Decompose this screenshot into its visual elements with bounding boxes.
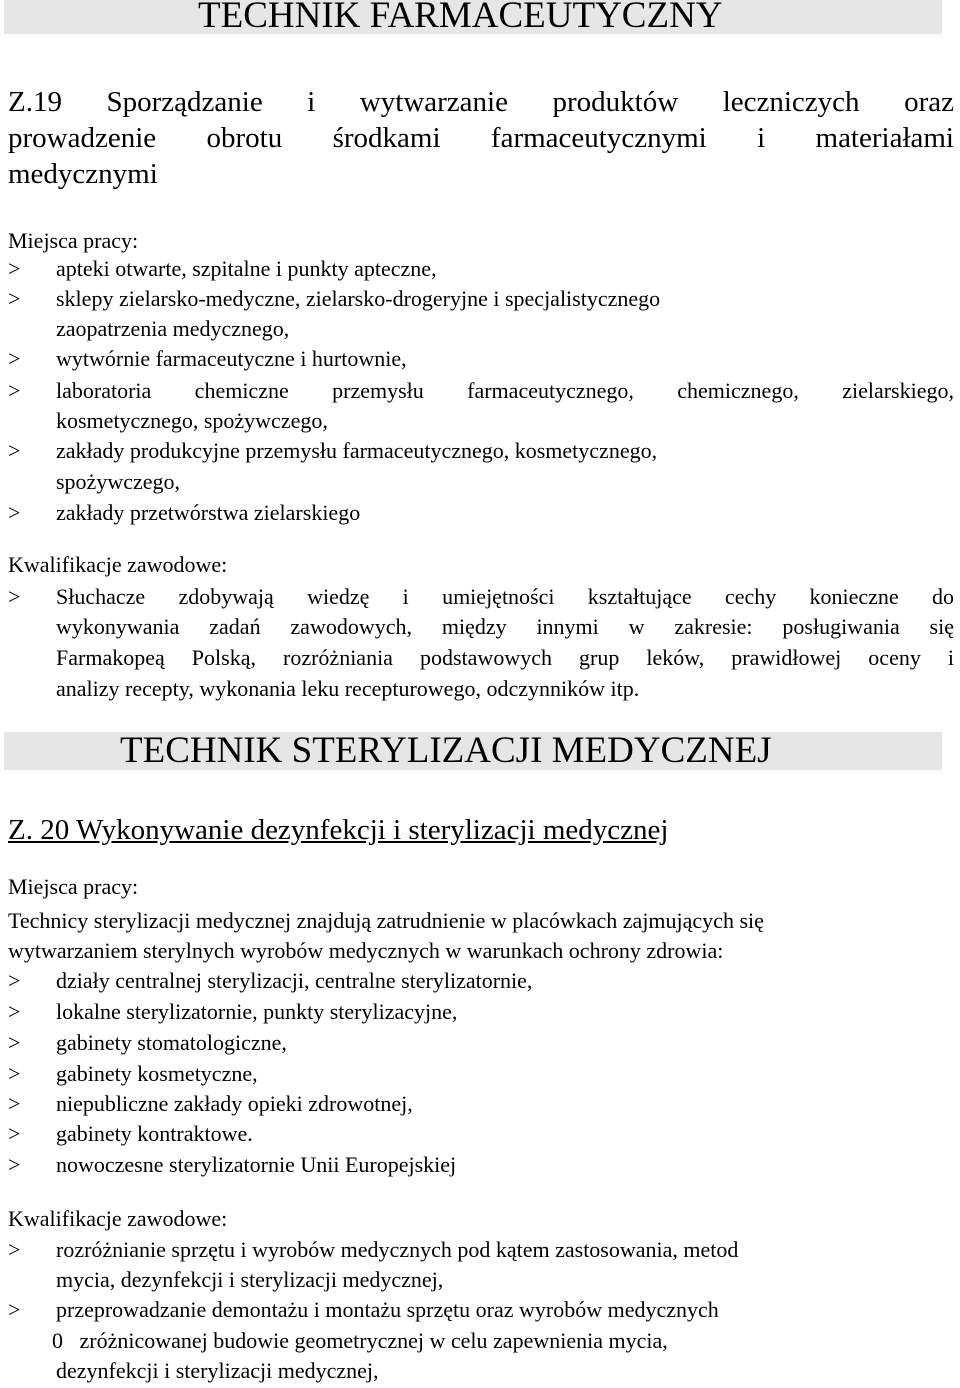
- section-banner-sterylizacja: [4, 732, 942, 770]
- list-item-text: Słuchacze zdobywają wiedzę i umiejętności kształtujące cechy konieczne do: [56, 584, 954, 609]
- list-item-text: gabinety stomatologiczne,: [56, 1030, 287, 1055]
- bullet-marker: >: [8, 286, 21, 311]
- bullet-marker: >: [8, 1121, 21, 1146]
- intro-paragraph-line: Technicy sterylizacji medycznej znajdują zatrudnienie w placówkach zajmujących się: [8, 908, 764, 933]
- list-item-text: niepubliczne zakłady opieki zdrowotnej,: [56, 1091, 413, 1116]
- list-item-continuation: spożywczego,: [56, 469, 181, 494]
- list-item-text: apteki otwarte, szpitalne i punkty apteczne,: [56, 256, 437, 281]
- qualifications-heading: Kwalifikacje zawodowe:: [8, 1206, 228, 1231]
- bullet-marker: >: [8, 1297, 21, 1322]
- list-item-text: gabinety kosmetyczne,: [56, 1061, 258, 1086]
- bullet-marker: >: [8, 1237, 21, 1262]
- list-item-text: rozróżnianie sprzętu i wyrobów medycznych pod kątem zastosowania, metod: [56, 1237, 739, 1262]
- list-item-text: zakłady przetwórstwa zielarskiego: [56, 500, 361, 525]
- list-item-continuation: mycia, dezynfekcji i sterylizacji medycznej,: [56, 1267, 444, 1292]
- section-banner-farmaceutyczny: [4, 0, 942, 34]
- list-item-text: gabinety kontraktowe.: [56, 1121, 253, 1146]
- list-item-text: przeprowadzanie demontażu i montażu sprzętu oraz wyrobów medycznych: [56, 1297, 719, 1322]
- list-item-text: wytwórnie farmaceutyczne i hurtownie,: [56, 346, 407, 371]
- workplaces-heading: Miejsca pracy:: [8, 228, 139, 253]
- list-item-text: nowoczesne sterylizatornie Unii Europejskiej: [56, 1152, 457, 1177]
- bullet-marker: >: [8, 1030, 21, 1055]
- list-item-text: zakłady produkcyjne przemysłu farmaceutycznego, kosmetycznego,: [56, 438, 658, 463]
- title-line: prowadzenie obrotu środkami farmaceutycznymi i materiałami: [8, 122, 954, 154]
- list-item-text: laboratoria chemiczne przemysłu farmaceutycznego, chemicznego, zielarskiego,: [56, 378, 954, 403]
- qualifications-heading: Kwalifikacje zawodowe:: [8, 552, 228, 577]
- bullet-marker: >: [8, 584, 21, 609]
- workplaces-heading: Miejsca pracy:: [8, 874, 139, 899]
- list-item-continuation: 0 zróżnicowanej budowie geometrycznej w celu zapewnienia mycia,: [52, 1328, 668, 1353]
- bullet-marker: >: [8, 968, 21, 993]
- list-item-continuation: dezynfekcji i sterylizacji medycznej,: [56, 1358, 379, 1383]
- list-item-continuation: analizy recepty, wykonania leku recepturowego, odczynników itp.: [56, 676, 640, 701]
- bullet-marker: >: [8, 1152, 21, 1177]
- bullet-marker: >: [8, 378, 21, 403]
- title-line: Z. 20 Wykonywanie dezynfekcji i sterylizacji medycznej: [8, 814, 669, 846]
- list-item-text: działy centralnej sterylizacji, centralne sterylizatornie,: [56, 968, 533, 993]
- bullet-marker: >: [8, 1061, 21, 1086]
- bullet-marker: >: [8, 1091, 21, 1116]
- banner-title: TECHNIK FARMACEUTYCZNY: [198, 0, 723, 34]
- bullet-marker: >: [8, 438, 21, 463]
- list-item-continuation: kosmetycznego, spożywczego,: [56, 408, 328, 433]
- list-item-continuation: wykonywania zadań zawodowych, między innymi w zakresie: posługiwania się: [56, 614, 954, 639]
- bullet-marker: >: [8, 500, 21, 525]
- list-item-text: sklepy zielarsko-medyczne, zielarsko-drogeryjne i specjalistycznego: [56, 286, 661, 311]
- banner-title: TECHNIK STERYLIZACJI MEDYCZNEJ: [120, 730, 772, 771]
- intro-paragraph-line: wytwarzaniem sterylnych wyrobów medycznych w warunkach ochrony zdrowia:: [8, 938, 724, 963]
- title-line: Z.19 Sporządzanie i wytwarzanie produktów leczniczych oraz: [8, 86, 954, 118]
- list-item-continuation: Farmakopeą Polską, rozróżniania podstawowych grup leków, prawidłowej oceny i: [56, 645, 954, 670]
- bullet-marker: >: [8, 346, 21, 371]
- bullet-marker: >: [8, 999, 21, 1024]
- bullet-marker: >: [8, 256, 21, 281]
- list-item-continuation: zaopatrzenia medycznego,: [56, 316, 290, 341]
- list-item-text: lokalne sterylizatornie, punkty sterylizacyjne,: [56, 999, 458, 1024]
- title-line: medycznymi: [8, 158, 158, 190]
